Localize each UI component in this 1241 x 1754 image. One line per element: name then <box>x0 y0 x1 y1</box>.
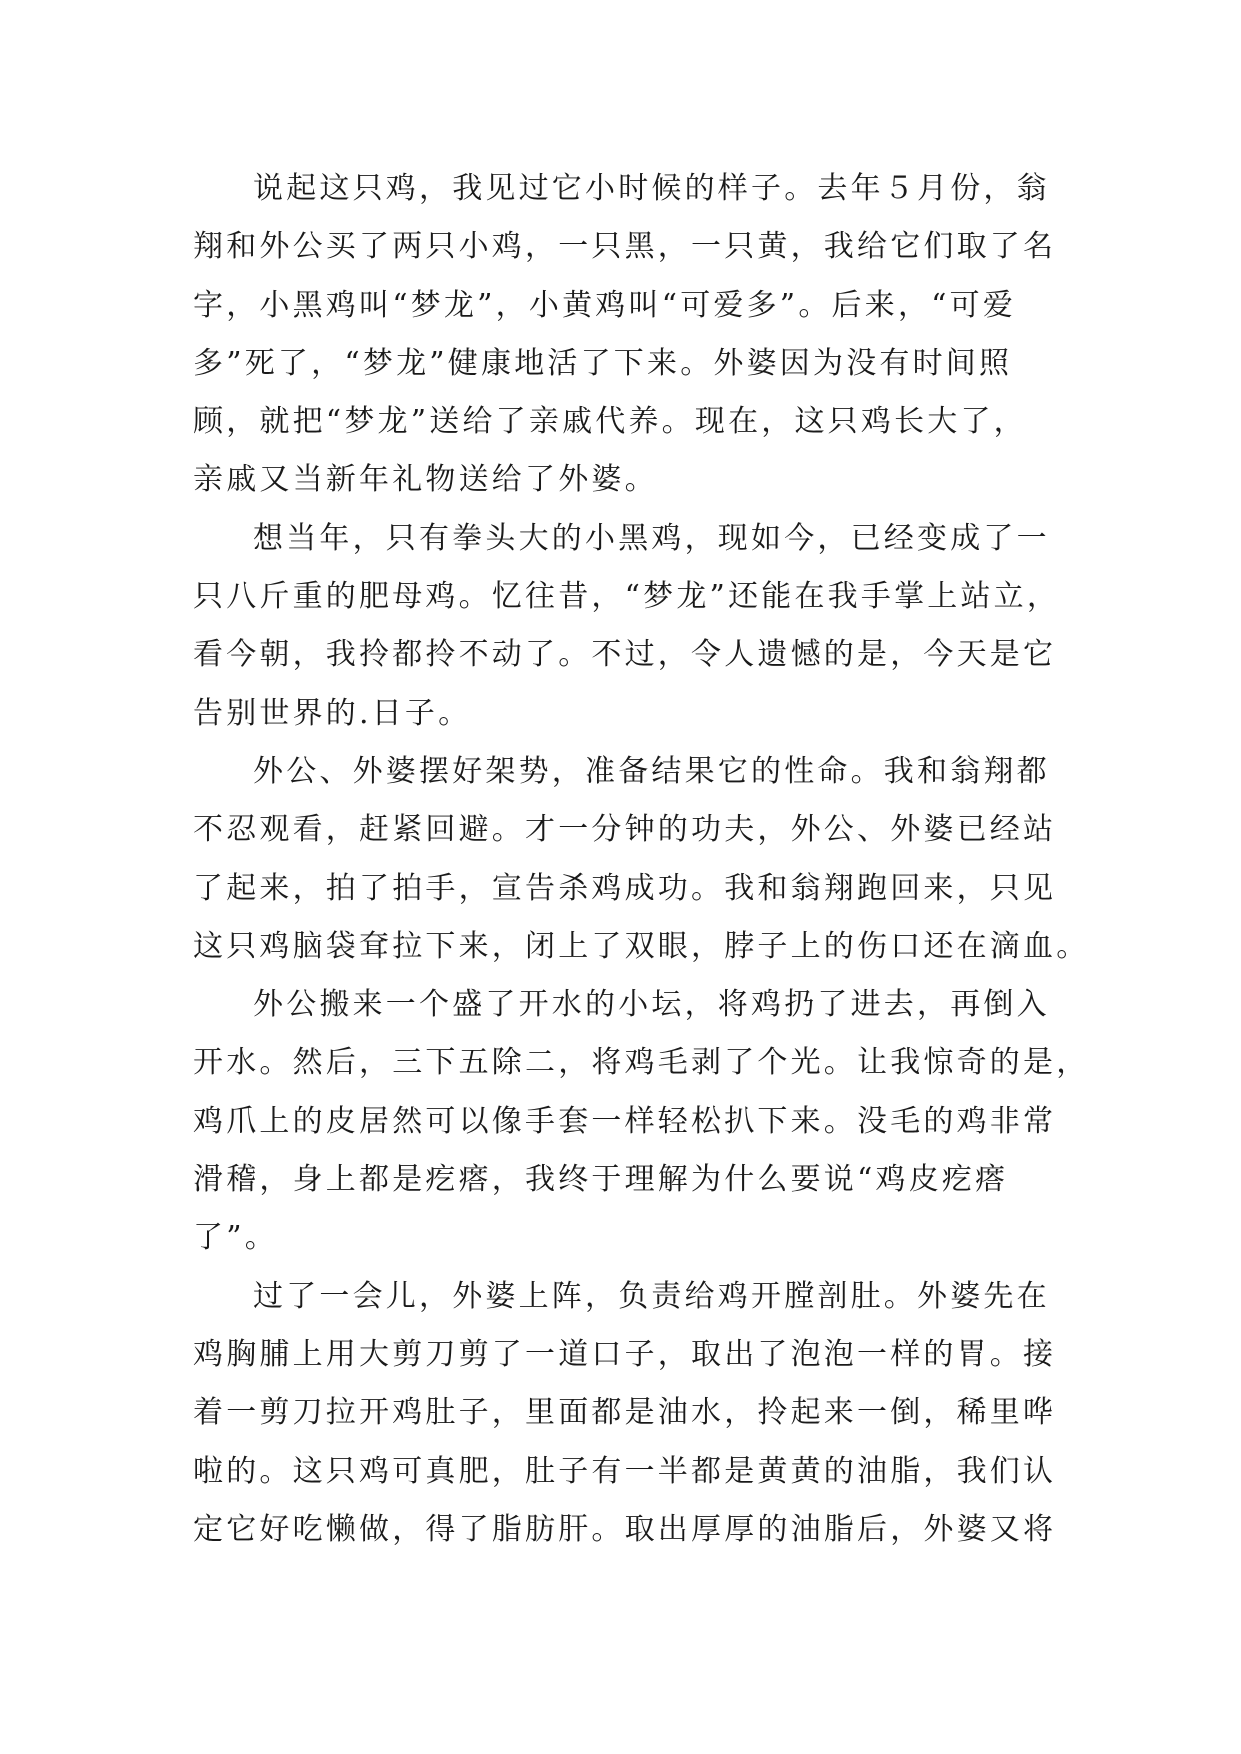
paragraph-1 <box>193 160 1058 510</box>
paragraph-line: 外公、外婆摆好架势，准备结果它的性命。我和翁翔都 <box>253 753 1050 789</box>
body-text <box>193 160 1090 1559</box>
paragraph-line: 鸡胸脯上用大剪刀剪了一道口子，取出了泡泡一样的胃。接 <box>193 1336 1057 1372</box>
paragraph-line: 顾，就把“梦龙”送给了亲戚代养。现在，这只鸡长大了， <box>193 404 1027 440</box>
paragraph-line: 啦的。这只鸡可真肥，肚子有一半都是黄黄的油脂，我们认 <box>193 1453 1057 1489</box>
paragraph-line: 了起来，拍了拍手，宣告杀鸡成功。我和翁翔跑回来，只见 <box>193 870 1057 906</box>
paragraph-line: 只八斤重的肥母鸡。忆往昔，“梦龙”还能在我手掌上站立， <box>193 579 1061 615</box>
paragraph-line: 外公搬来一个盛了开水的小坛，将鸡扔了进去，再倒入 <box>253 987 1050 1023</box>
paragraph-3 <box>193 743 1090 976</box>
paragraph-line: 告别世界的.日子。 <box>193 695 472 731</box>
paragraph-line: 多”死了，“梦龙”健康地活了下来。外婆因为没有时间照 <box>193 345 1013 381</box>
paragraph-line: 开水。然后，三下五除二，将鸡毛剥了个光。让我惊奇的是， <box>193 1045 1090 1081</box>
paragraph-line: 字，小黑鸡叫“梦龙”，小黄鸡叫“可爱多”。后来，“可爱 <box>193 287 1017 323</box>
paragraph-line: 这只鸡脑袋耷拉下来，闭上了双眼，脖子上的伤口还在滴血。 <box>193 928 1090 964</box>
paragraph-line: 翔和外公买了两只小鸡，一只黑，一只黄，我给它们取了名 <box>193 229 1057 265</box>
paragraph-line: 定它好吃懒做，得了脂肪肝。取出厚厚的油脂后，外婆又将 <box>193 1511 1057 1547</box>
paragraph-line: 着一剪刀拉开鸡肚子，里面都是油水，拎起来一倒，稀里哗 <box>193 1395 1057 1431</box>
paragraph-line: 鸡爪上的皮居然可以像手套一样轻松扒下来。没毛的鸡非常 <box>193 1103 1057 1139</box>
paragraph-5 <box>193 1268 1058 1559</box>
paragraph-line: 想当年，只有拳头大的小黑鸡，现如今，已经变成了一 <box>253 520 1050 556</box>
paragraph-2 <box>193 510 1061 743</box>
paragraph-line: 过了一会儿，外婆上阵，负责给鸡开膛剖肚。外婆先在 <box>253 1278 1050 1314</box>
paragraph-4 <box>193 976 1090 1267</box>
paragraph-line: 了”。 <box>193 1220 278 1256</box>
paragraph-line: 滑稽，身上都是疙瘩，我终于理解为什么要说“鸡皮疙瘩 <box>193 1162 1009 1198</box>
paragraph-line: 说起这只鸡，我见过它小时候的样子。去年５月份，翁 <box>253 171 1050 206</box>
paragraph-line: 看今朝，我拎都拎不动了。不过，令人遗憾的是，今天是它 <box>193 637 1057 673</box>
paragraph-line: 亲戚又当新年礼物送给了外婆。 <box>193 462 658 498</box>
paragraph-line: 不忍观看，赶紧回避。才一分钟的功夫，外公、外婆已经站 <box>193 812 1057 848</box>
